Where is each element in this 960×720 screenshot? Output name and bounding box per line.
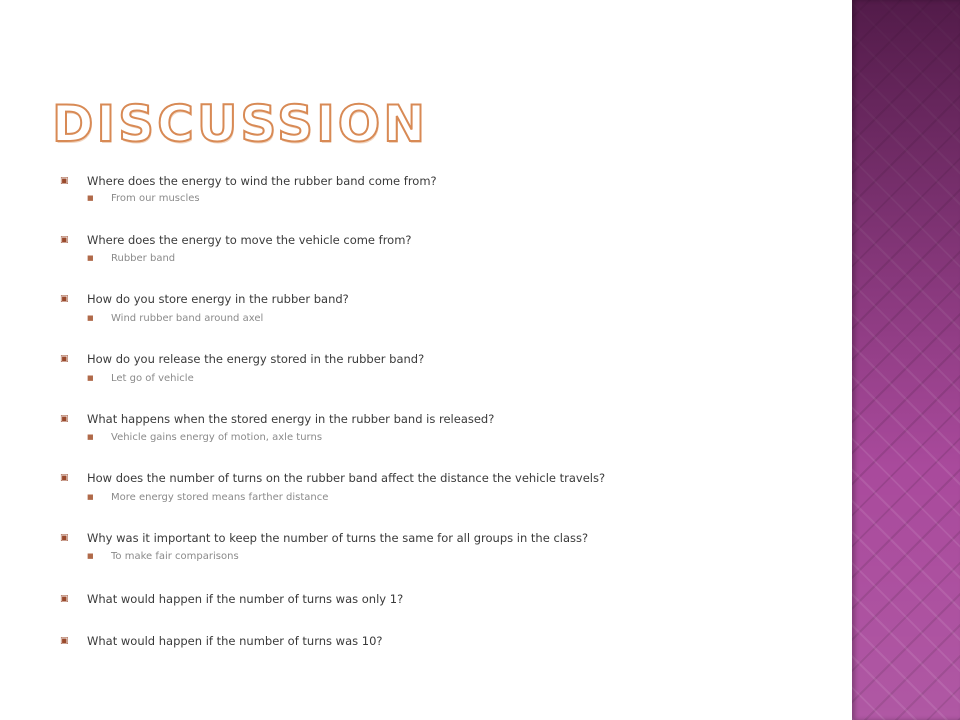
bullet-icon: ▣	[60, 354, 69, 364]
sub-bullet-icon: ■	[87, 552, 94, 560]
question-text: How does the number of turns on the rubber band affect the distance the vehicle travels?	[87, 471, 606, 485]
decorative-side-band	[852, 0, 960, 720]
question-text: How do you release the energy stored in the rubber band?	[87, 352, 425, 366]
question-text: How do you store energy in the rubber band?	[87, 292, 349, 306]
sub-bullet-icon: ■	[87, 374, 94, 382]
answer-text: More energy stored means farther distance	[111, 492, 329, 503]
answer-text: Rubber band	[111, 253, 176, 264]
question-text: Where does the energy to wind the rubber band come from?	[87, 174, 437, 188]
question-text: Why was it important to keep the number of turns the same for all groups in the class?	[87, 531, 589, 545]
question-text: Where does the energy to move the vehicle come from?	[87, 233, 412, 247]
bullet-icon: ▣	[60, 473, 69, 483]
answer-text: Wind rubber band around axel	[111, 313, 264, 324]
question-text: What happens when the stored energy in the rubber band is released?	[87, 412, 495, 426]
answer-text: Vehicle gains energy of motion, axle turns	[111, 432, 323, 443]
question-text: What would happen if the number of turns was only 1?	[87, 592, 404, 606]
discussion-list	[60, 0, 840, 720]
sub-bullet-icon: ■	[87, 254, 94, 262]
answer-text: Let go of vehicle	[111, 373, 194, 384]
answer-text: From our muscles	[111, 193, 200, 204]
bullet-icon: ▣	[60, 235, 69, 245]
sub-bullet-icon: ■	[87, 433, 94, 441]
bullet-icon: ▣	[60, 294, 69, 304]
bullet-icon: ▣	[60, 176, 69, 186]
bullet-icon: ▣	[60, 414, 69, 424]
sub-bullet-icon: ■	[87, 314, 94, 322]
bullet-icon: ▣	[60, 533, 69, 543]
bullet-icon: ▣	[60, 594, 69, 604]
bullet-icon: ▣	[60, 636, 69, 646]
slide-title: DISCUSSION	[52, 95, 429, 153]
sub-bullet-icon: ■	[87, 194, 94, 202]
answer-text: To make fair comparisons	[111, 551, 239, 562]
sub-bullet-icon: ■	[87, 493, 94, 501]
question-text: What would happen if the number of turns was 10?	[87, 634, 383, 648]
